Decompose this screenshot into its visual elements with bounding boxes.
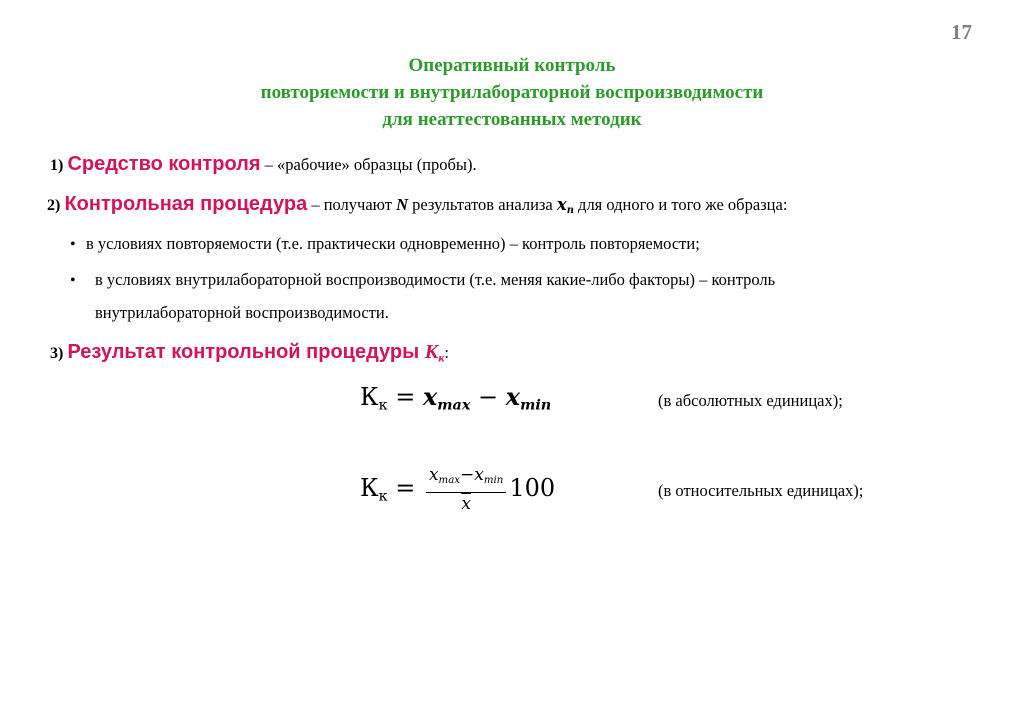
formula-relative-fraction: $\frac{x_{max}-x_{min}}{x}$	[426, 464, 506, 515]
formula-relative: $К_к$ = $\frac{x_{max}-x_{min}}{x}$ 100	[360, 465, 556, 515]
title-line-3: для неаттестованных методик	[382, 109, 642, 130]
item-3-K: $К_к$	[424, 341, 445, 365]
slide-number: 17	[951, 20, 972, 44]
bullet-1-text: в условиях повторяемости (т.е. практически одновременно) – контроль повторяемости;	[86, 234, 700, 253]
item-2	[47, 193, 787, 216]
slide-title	[0, 52, 1024, 133]
item-2-xn: $x_n$	[556, 195, 574, 216]
item-1	[50, 153, 477, 176]
formula-absolute-note: (в абсолютных единицах);	[658, 391, 843, 410]
title-line-2: повторяемости и внутрилабораторной воспроизводимости	[260, 82, 764, 103]
bullet-2-text-continued: внутрилабораторной воспроизводимости.	[95, 303, 389, 322]
item-1-text: – «рабочие» образцы (пробы).	[260, 155, 477, 174]
item-2-text-a: – получают	[307, 195, 397, 214]
item-1-heading: Средство контроля	[67, 153, 261, 175]
item-2-N: N	[396, 195, 409, 214]
item-1-number: 1)	[50, 157, 64, 174]
item-2-text-b: результатов анализа	[408, 195, 557, 214]
title-line-1: Оперативный контроль	[408, 55, 616, 76]
item-2-number: 2)	[47, 197, 61, 214]
bullet-dot-2: •	[70, 272, 76, 289]
item-2-heading: Контрольная процедура	[64, 193, 308, 215]
formula-relative-note: (в относительных единицах);	[658, 481, 864, 500]
item-3-colon: :	[444, 343, 450, 362]
formula-absolute: $К_к = x_{max} - x_{min}$	[360, 382, 552, 414]
item-3-number: 3)	[50, 345, 64, 362]
bullet-2-text: в условиях внутрилабораторной воспроизводимости (т.е. меняя какие-либо факторы) – контроль	[95, 270, 776, 289]
item-2-text-c: для одного и того же образца:	[573, 195, 788, 214]
item-3	[50, 341, 449, 366]
bullet-dot-1: •	[70, 236, 76, 253]
item-3-heading: Результат контрольной процедуры	[67, 341, 425, 363]
